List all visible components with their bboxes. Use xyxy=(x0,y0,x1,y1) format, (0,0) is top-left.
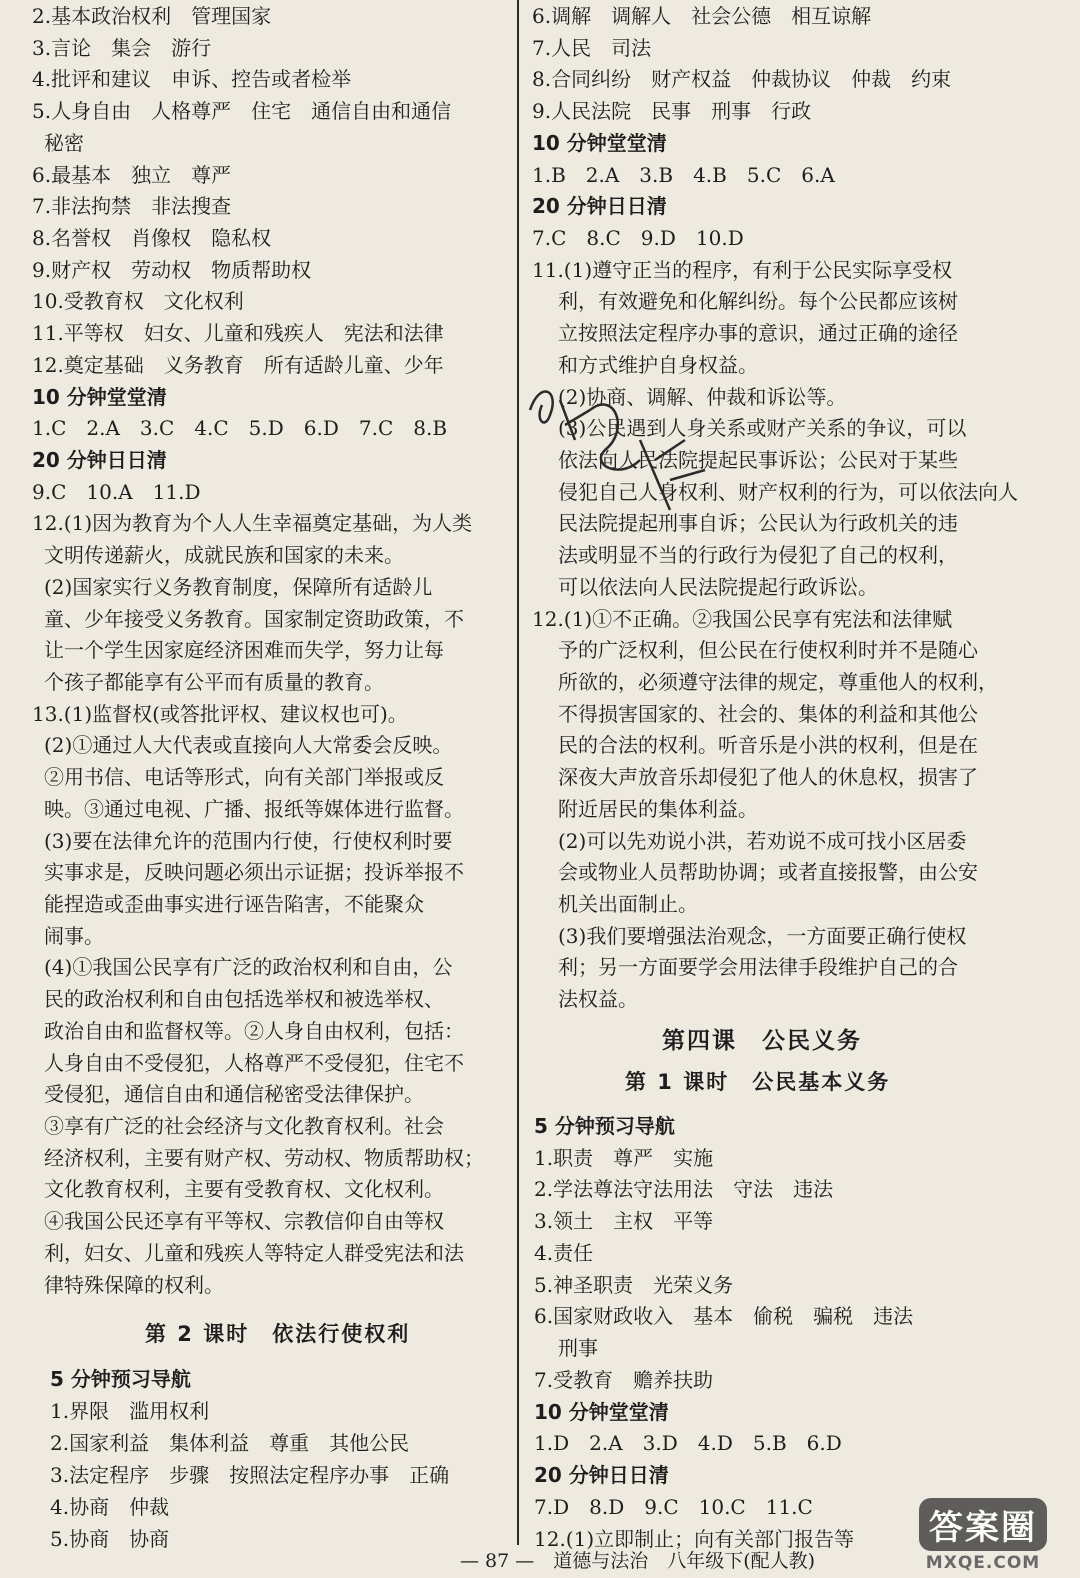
answer-line: 7.C 8.C 9.D 10.D xyxy=(532,226,744,250)
answer-line: 5.人身自由 人格尊严 住宅 通信自由和通信 xyxy=(32,99,452,123)
lesson-heading: 第 1 课时 公民基本义务 xyxy=(625,1070,891,1094)
answer-line: 不得损害国家的、社会的、集体的利益和其他公 xyxy=(558,702,978,726)
answer-line: 受侵犯，通信自由和通信秘密受法律保护。 xyxy=(44,1082,424,1106)
answer-line: 利，妇女、儿童和残疾人等特定人群受宪法和法 xyxy=(44,1241,464,1265)
answer-line: 8.合同纠纷 财产权益 仲裁协议 仲裁 约束 xyxy=(532,67,952,91)
answer-line: 文明传递薪火，成就民族和国家的未来。 xyxy=(44,543,404,567)
answer-line: 12.(1)因为教育为个人人生幸福奠定基础，为人类 xyxy=(32,511,473,535)
answer-line: 深夜大声放音乐却侵犯了他人的休息权，损害了 xyxy=(558,765,978,789)
answer-line: (2)可以先劝说小洪，若劝说不成可找小区居委 xyxy=(558,829,967,853)
section-heading: 20 分钟日日清 xyxy=(532,194,667,218)
answer-line: 文化教育权利，主要有受教育权、文化权利。 xyxy=(44,1177,444,1201)
site-watermark xyxy=(894,1500,1072,1573)
lesson-title: 第四课 公民义务 xyxy=(662,1028,862,1054)
lesson-heading: 第 2 课时 依法行使权利 xyxy=(145,1322,411,1346)
answer-line: 7.人民 司法 xyxy=(532,36,652,60)
answer-line: 映。③通过电视、广播、报纸等媒体进行监督。 xyxy=(44,797,464,821)
answer-line: 政治自由和监督权等。②人身自由权利，包括： xyxy=(44,1019,464,1043)
answer-line: 7.D 8.D 9.C 10.C 11.C xyxy=(534,1495,813,1519)
answer-line: 4.责任 xyxy=(534,1241,594,1265)
answer-line: 可以依法向人民法院提起行政诉讼。 xyxy=(558,575,878,599)
answer-line: 侵犯自己人身权利、财产权利的行为，可以依法向人 xyxy=(558,480,1018,504)
answer-line: 4.批评和建议 申诉、控告或者检举 xyxy=(32,67,352,91)
answer-line: 让一个学生因家庭经济困难而失学，努力让每 xyxy=(44,638,444,662)
answer-line: 6.调解 调解人 社会公德 相互谅解 xyxy=(532,4,872,28)
answer-line: 3.言论 集会 游行 xyxy=(32,36,212,60)
watermark-badge: 答案圈 xyxy=(919,1498,1047,1551)
answer-line: 12.奠定基础 义务教育 所有适龄儿童、少年 xyxy=(32,353,444,377)
answer-line: 个孩子都能享有公平而有质量的教育。 xyxy=(44,670,384,694)
answer-line: 立按照法定程序办事的意识，通过正确的途径 xyxy=(558,321,958,345)
answer-line: 人身自由不受侵犯，人格尊严不受侵犯，住宅不 xyxy=(44,1051,464,1075)
section-heading: 20 分钟日日清 xyxy=(534,1463,669,1487)
answer-line: 机关出面制止。 xyxy=(558,892,698,916)
page-footer: — 87 — 道德与法治 八年级下(配人教) xyxy=(460,1550,816,1572)
answer-line: 民法院提起刑事自诉；公民认为行政机关的违 xyxy=(558,511,958,535)
answer-line: 7.非法拘禁 非法搜查 xyxy=(32,194,232,218)
section-heading: 10 分钟堂堂清 xyxy=(534,1400,669,1424)
answer-line: 9.人民法院 民事 刑事 行政 xyxy=(532,99,812,123)
answer-line: 能捏造或歪曲事实进行诬告陷害，不能聚众 xyxy=(44,892,424,916)
answer-line: (2)①通过人大代表或直接向人大常委会反映。 xyxy=(44,733,453,757)
answer-line: 实事求是，反映问题必须出示证据；投诉举报不 xyxy=(44,860,464,884)
answer-line: 民的合法的权利。听音乐是小洪的权利，但是在 xyxy=(558,733,978,757)
answer-line: 6.最基本 独立 尊严 xyxy=(32,163,232,187)
answer-line: (3)要在法律允许的范围内行使，行使权利时要 xyxy=(44,829,453,853)
answer-line: 3.法定程序 步骤 按照法定程序办事 正确 xyxy=(50,1463,450,1487)
pen-scribble-mark xyxy=(520,370,740,530)
answer-line: ④我国公民还享有平等权、宗教信仰自由等权 xyxy=(44,1209,444,1233)
answer-line: 闹事。 xyxy=(44,924,104,948)
answer-line: 9.财产权 劳动权 物质帮助权 xyxy=(32,258,312,282)
answer-line: (3)我们要增强法治观念，一方面要正确行使权 xyxy=(558,924,967,948)
answer-line: 民的政治权利和自由包括选举权和被选举权、 xyxy=(44,987,444,1011)
answer-line: 1.职责 尊严 实施 xyxy=(534,1146,714,1170)
answer-line: 11.(1)遵守正当的程序，有利于公民实际享受权 xyxy=(532,258,953,282)
answer-line: 利；另一方面要学会用法律手段维护自己的合 xyxy=(558,955,958,979)
answer-line: 童、少年接受义务教育。国家制定资助政策，不 xyxy=(44,607,464,631)
answer-line: 予的广泛权利，但公民在行使权利时并不是随心 xyxy=(558,638,978,662)
watermark-url: MXQE.COM xyxy=(925,1552,1041,1573)
section-heading: 20 分钟日日清 xyxy=(32,448,167,472)
answer-line: 7.受教育 赡养扶助 xyxy=(534,1368,714,1392)
answer-line: 法权益。 xyxy=(558,987,638,1011)
answer-line: 1.界限 滥用权利 xyxy=(50,1399,210,1423)
answer-line: 刑事 xyxy=(558,1336,598,1360)
answer-line: 附近居民的集体利益。 xyxy=(558,797,758,821)
section-heading: 10 分钟堂堂清 xyxy=(532,131,667,155)
answer-line: (4)①我国公民享有广泛的政治权利和自由，公 xyxy=(44,955,453,979)
answer-line: 10.受教育权 文化权利 xyxy=(32,289,244,313)
answer-line: ②用书信、电话等形式，向有关部门举报或反 xyxy=(44,765,444,789)
section-heading: 10 分钟堂堂清 xyxy=(32,385,167,409)
answer-line: 所欲的，必须遵守法律的规定，尊重他人的权利， xyxy=(558,670,998,694)
answer-line: 3.领土 主权 平等 xyxy=(534,1209,714,1233)
answer-line: 11.平等权 妇女、儿童和残疾人 宪法和法律 xyxy=(32,321,444,345)
answer-line: 6.国家财政收入 基本 偷税 骗税 违法 xyxy=(534,1304,914,1328)
answer-line: 9.C 10.A 11.D xyxy=(32,480,201,504)
answer-line: 2.学法尊法守法用法 守法 违法 xyxy=(534,1177,834,1201)
answer-line: 2.基本政治权利 管理国家 xyxy=(32,4,272,28)
answer-line: (2)国家实行义务教育制度，保障所有适龄儿 xyxy=(44,575,433,599)
answer-line: 5.协商 协商 xyxy=(50,1527,170,1551)
answer-line: 会或物业人员帮助协调；或者直接报警，由公安 xyxy=(558,860,978,884)
answer-line: 13.(1)监督权(或答批评权、建议权也可)。 xyxy=(32,702,408,726)
answer-line: ③享有广泛的社会经济与文化教育权利。社会 xyxy=(44,1114,444,1138)
answer-line: 利，有效避免和化解纠纷。每个公民都应该树 xyxy=(558,289,958,313)
answer-line: 法或明显不当的行政行为侵犯了自己的权利， xyxy=(558,543,958,567)
answer-line: 依法向人民法院提起民事诉讼；公民对于某些 xyxy=(558,448,958,472)
section-heading: 5 分钟预习导航 xyxy=(534,1114,675,1138)
answer-line: 1.B 2.A 3.B 4.B 5.C 6.A xyxy=(532,163,835,187)
answer-line: (2)协商、调解、仲裁和诉讼等。 xyxy=(558,385,847,409)
answer-line: 1.D 2.A 3.D 4.D 5.B 6.D xyxy=(534,1431,842,1455)
answer-line: 律特殊保障的权利。 xyxy=(44,1273,224,1297)
answer-line: 5.神圣职责 光荣义务 xyxy=(534,1273,734,1297)
answer-line: 12.(1)①不正确。②我国公民享有宪法和法律赋 xyxy=(532,607,953,631)
answer-line: 4.协商 仲裁 xyxy=(50,1495,170,1519)
column-divider xyxy=(517,0,519,1545)
answer-line: 经济权利，主要有财产权、劳动权、物质帮助权； xyxy=(44,1146,484,1170)
section-heading: 5 分钟预习导航 xyxy=(50,1367,191,1391)
answer-line: 8.名誉权 肖像权 隐私权 xyxy=(32,226,272,250)
answer-line: 12.(1)立即制止；向有关部门报告等 xyxy=(534,1527,855,1551)
answer-line: 秘密 xyxy=(44,131,84,155)
answer-line: 2.国家利益 集体利益 尊重 其他公民 xyxy=(50,1431,410,1455)
answer-line: (3)公民遇到人身关系或财产关系的争议，可以 xyxy=(558,416,967,440)
answer-line: 和方式维护自身权益。 xyxy=(558,353,758,377)
answer-line: 1.C 2.A 3.C 4.C 5.D 6.D 7.C 8.B xyxy=(32,416,448,440)
